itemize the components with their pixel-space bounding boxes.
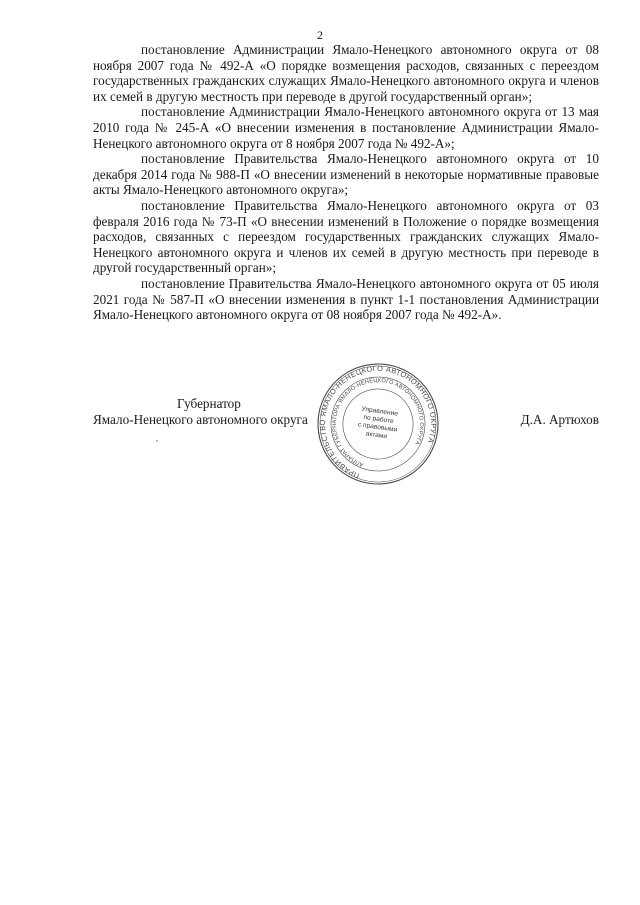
- scan-speck: [156, 440, 158, 442]
- paragraph-4: постановление Правительства Ямало-Ненецкого автономного округа от 03 февраля 2016 года № 73-П «О внесении изменений в Положение о порядке возмещения расходов, связанных с переездом государственных гражданских служащих Ямало-Ненецкого автономного округа и членов их семей в другую местность при переводе в другой государственный орган»;: [93, 197, 599, 276]
- seal-outer-text: ПРАВИТЕЛЬСТВО ЯМАЛО-НЕНЕЦКОГО АВТОНОМНОГО ОКРУГА: [317, 363, 439, 481]
- paragraph-5: постановление Правительства Ямало-Ненецкого автономного округа от 05 июля 2021 года № 587-П «О внесении изменения в пункт 1-1 постановления Администрации Ямало-Ненецкого автономного округа от 08 ноября 2007 года № 492-А».: [93, 275, 599, 323]
- signatory-region: Ямало-Ненецкого автономного округа: [93, 411, 308, 427]
- paragraph-1: постановление Администрации Ямало-Ненецкого автономного округа от 08 ноября 2007 года № 492-А «О порядке возмещения расходов, связанных с переездом государственных гражданских служащих Ямало-Ненецкого автономного округа и членов их семей в другую местность при переводе в другой государственный орган»;: [93, 42, 599, 104]
- seal-center: [342, 388, 414, 460]
- page-number: 2: [317, 28, 323, 42]
- paragraph-2: постановление Администрации Ямало-Ненецкого автономного округа от 13 мая 2010 года № 245-А «О внесении изменения в постановление Администрации Ямало-Ненецкого автономного округа от 8 ноября 2007 года № 492-А»;: [93, 104, 599, 151]
- seal-inner-text: АППАРАТ ГУБЕРНАТОРА ЯМАЛО-НЕНЕЦКОГО АВТОНОМНОГО ОКРУГА: [331, 377, 425, 468]
- document-body: [93, 42, 599, 323]
- seal-center-text: Управление по работе с правовыми актами: [357, 405, 399, 441]
- signatory-name: Д.А. Артюхов: [520, 412, 599, 427]
- signatory-position: Губернатор: [177, 396, 241, 411]
- paragraph-3: постановление Правительства Ямало-Ненецкого автономного округа от 10 декабря 2014 года № 988-П «О внесении изменений в некоторые нормативные правовые акты Ямало-Ненецкого автономного округа»;: [93, 151, 599, 198]
- signatory-title: [93, 396, 333, 427]
- official-seal: [316, 362, 440, 486]
